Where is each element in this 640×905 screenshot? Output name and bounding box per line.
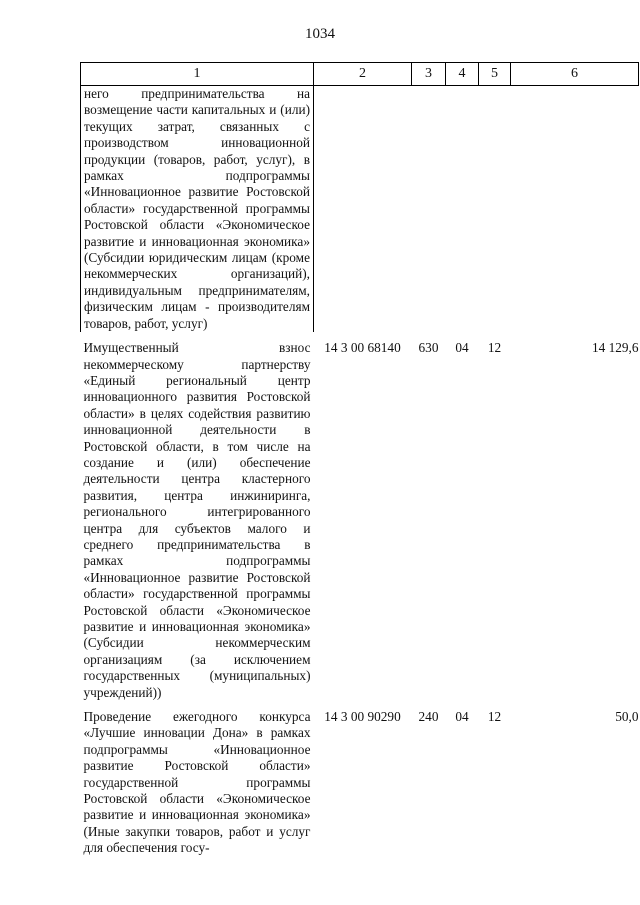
row-description: Проведение ежегодного конкурса «Лучшие инновации Дона» в рамках подпрограммы «Инновационное развитие Ростовской области» государственной программы Ростовской области «Экономическое развитие и инновационная экономика» (Иные закупки товаров, работ и услуг для обеспечения госу- xyxy=(83,709,311,856)
column-header-4: 4 xyxy=(446,63,479,86)
row-section: 04 xyxy=(455,340,469,356)
row-description: него предпринимательства на возмещение части капитальных и (или) текущих затрат, связанных с производством инновационной продукции (товаров, работ, услуг), в рамках подпрограммы «Инновационное развитие Ростовской области» государственной программы Ростовской области «Экономическое развитие и инновационная экономика» (Субсидии юридическим лицам (кроме некоммерческих организаций), индивидуальным предпринимателям, физическим лицам - производителям товаров, работ, услуг) xyxy=(84,86,310,331)
row-type xyxy=(412,86,446,333)
row-subsection: 12 xyxy=(487,340,502,356)
table-header-row xyxy=(81,63,639,86)
column-header-6: 6 xyxy=(511,63,639,86)
row-amount xyxy=(511,86,639,333)
row-subsection: 12 xyxy=(487,709,502,725)
row-amount: 50,0 xyxy=(615,709,639,725)
row-section xyxy=(446,86,479,333)
budget-table xyxy=(80,62,639,857)
row-subsection xyxy=(479,86,511,333)
row-type: 630 xyxy=(418,340,439,356)
row-code: 14 3 00 68140 xyxy=(324,340,401,356)
table-row xyxy=(81,332,639,701)
row-code xyxy=(314,86,412,333)
column-header-2: 2 xyxy=(314,63,412,86)
table-row xyxy=(81,701,639,857)
column-header-5: 5 xyxy=(479,63,511,86)
table-row xyxy=(81,86,639,333)
column-header-1: 1 xyxy=(81,63,314,86)
page-number: 1034 xyxy=(305,26,335,42)
row-type: 240 xyxy=(418,709,439,725)
row-description: Имущественный взнос некоммерческому партнерству «Единый региональный центр инновационного развития Ростовской области» в целях содействия развитию инновационной деятельности в Ростовской области, в том числе на создание и (или) обеспечение деятельности центра кластерного развития, центра инжиниринга, регионального интегрированного центра для субъектов малого и среднего предпринимательства в рамках подпрограммы «Инновационное развитие Ростовской области» государственной программы Ростовской области «Экономическое развитие и инновационная экономика» (Субсидии некоммерческим организациям (за исключением государственных (муниципальных) учреждений)) xyxy=(83,340,311,700)
row-code: 14 3 00 90290 xyxy=(324,709,401,725)
column-header-3: 3 xyxy=(412,63,446,86)
row-amount: 14 129,6 xyxy=(591,340,639,356)
row-section: 04 xyxy=(455,709,469,725)
